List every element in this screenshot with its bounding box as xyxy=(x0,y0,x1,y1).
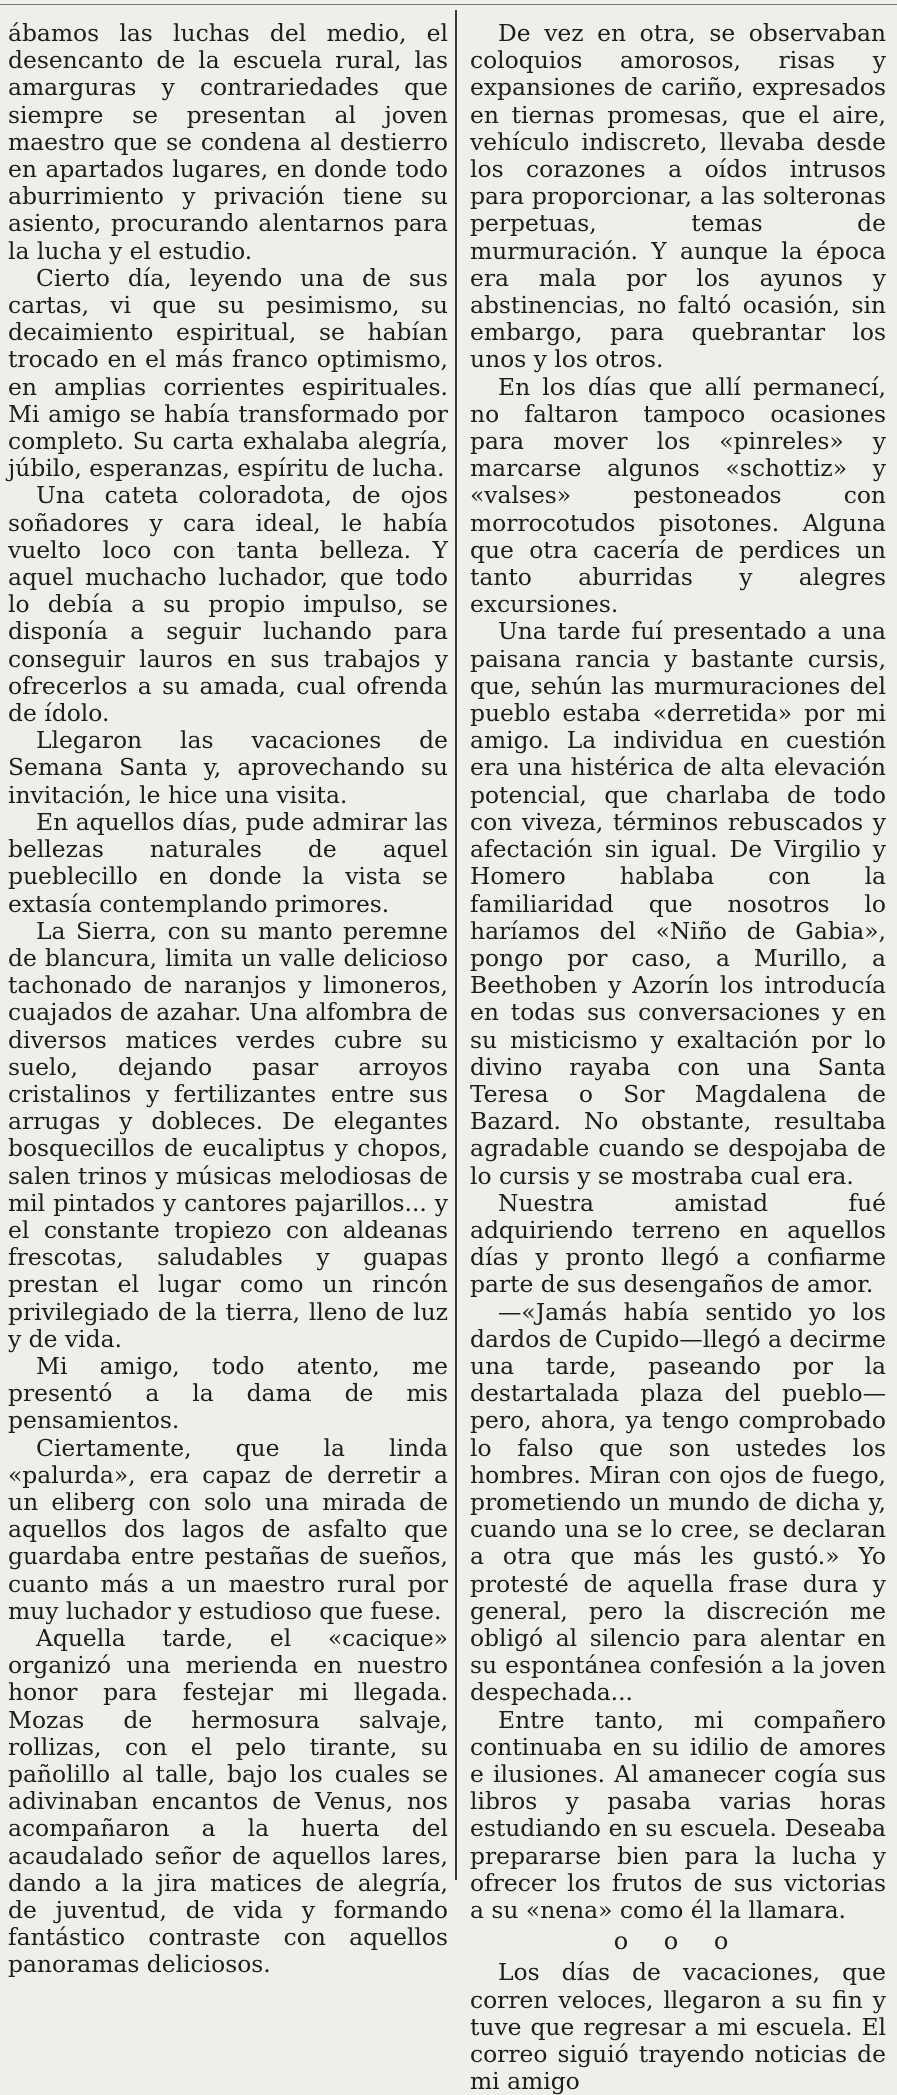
column-divider xyxy=(455,10,457,1880)
paragraph: Una tarde fuí presentado a una paisana rancia y bastante cursis, que, sehún las murmuraciones del pueblo estaba «derretida» por mi amigo. La individua en cuestión era una histérica de alta elevación potencial, que charlaba de todo con viveza, términos rebuscados y afectación sin igual. De Virgilio y Homero hablaba con la familiaridad que nosotros lo haríamos del «Niño de Gabia», pongo por caso, a Murillo, a Beethoben y Azorín los introducía en todas sus conversaciones y en su misticismo y exaltación por lo divino rayaba con una Santa Teresa o Sor Magdalena de Bazard. No obstante, resultaba agradable cuando se despojaba de lo cursis y se mostraba cual era. xyxy=(470,617,886,1190)
paragraph: En aquellos días, pude admirar las bellezas naturales de aquel pueblecillo en donde la vista se extasía contemplando primores. xyxy=(8,807,448,918)
paragraph: Llegaron las vacaciones de Semana Santa y, aprovechando su invitación, le hice una visita. xyxy=(8,726,448,809)
paragraph: Nuestra amistad fué adquiriendo terreno en aquellos días y pronto llegó a confiarme parte de sus desengaños de amor. xyxy=(470,1188,886,1299)
paragraph: Entre tanto, mi compañero continuaba en su idilio de amores e ilusiones. Al amanecer cogía sus libros y pasaba varias horas estudiando en su escuela. Deseaba prepararse bien para la lucha y ofrecer los frutos de sus victorias a su «nena» como él la llamara. xyxy=(470,1705,886,1925)
paragraph: Mi amigo, todo atento, me presentó a la dama de mis pensamientos. xyxy=(8,1351,448,1435)
paragraph: —«Jamás había sentido yo los dardos de Cupido—llegó a decirme una tarde, paseando por la destartalada plaza del pueblo—pero, ahora, ya tengo comprobado lo falso que son ustedes los hombres. Miran con ojos de fuego, prometiendo un mundo de dicha y, cuando una se lo cree, se declaran a otra que más les gustó.» Yo protesté de aquella frase dura y general, pero la discreción me obligó al silencio para alentar en su espontánea confesión a la joven despechada... xyxy=(470,1297,886,1707)
paragraph: Aquella tarde, el «cacique» organizó una merienda en nuestro honor para festejar mi llegada. Mozas de hermosura salvaje, rollizas, con el pelo tirante, su pañolillo al talle, bajo los cuales se adivinaban encantos de Venus, nos acompañaron a la huerta del acaudalado señor de aquellos lares, dando a la jira matices de alegría, de juventud, de vida y formando fantástico contraste con aquellos panoramas deliciosos. xyxy=(8,1623,448,1979)
right-column xyxy=(470,20,886,2095)
paragraph: De vez en otra, se observaban coloquios amorosos, risas y expansiones de cariño, expresados en tiernas promesas, que el aire, vehículo indiscreto, llevaba desde los corazones a oídos intrusos para proporcionar, a las solteronas perpetuas, temas de murmuración. Y aunque la época era mala por los ayunos y abstinencias, no faltó ocasión, sin embargo, para quebrantar los unos y los otros. xyxy=(470,19,886,374)
left-column xyxy=(8,20,448,1979)
paragraph: Cierto día, leyendo una de sus cartas, vi que su pesimismo, su decaimiento espiritual, se habían trocado en el más franco optimismo, en amplias corrientes espirituales. Mi amigo se había transformado por completo. Su carta exhalaba alegría, júbilo, esperanzas, espíritu de lucha. xyxy=(8,263,448,483)
paragraph: La Sierra, con su manto peremne de blancura, limita un valle delicioso tachonado de naranjos y limoneros, cuajados de azahar. Una alfombra de diversos matices verdes cubre su suelo, dejando pasar arroyos cristalinos y fertilizantes entre sus arrugas y dobleces. De elegantes bosquecillos de eucaliptus y chopos, salen trinos y músicas melodiosas de mil pintados y cantores pajarillos... y el constante tropiezo con aldeanas frescotas, saludables y guapas prestan el lugar como un rincón privilegiado de la tierra, lleno de luz y de vida. xyxy=(8,916,448,1353)
section-ornament: o o o xyxy=(613,1927,743,1956)
paragraph: Ciertamente, que la linda «palurda», era capaz de derretir a un eliberg con solo una mirada de aquellos dos lagos de asfalto que guardaba entre pestañas de sueños, cuanto más a un maestro rural por muy luchador y estudioso que fuese. xyxy=(8,1433,448,1625)
paragraph: ábamos las luchas del medio, el desencanto de la escuela rural, las amarguras y contrariedades que siempre se presentan al joven maestro que se condena al destierro en apartados lugares, en donde todo aburrimiento y privación tiene su asiento, procurando alentarnos para la lucha y el estudio. xyxy=(8,19,448,265)
paragraph: Una cateta coloradota, de ojos soñadores y cara ideal, le había vuelto loco con tanta belleza. Y aquel muchacho luchador, que todo lo debía a su propio impulso, se disponía a seguir luchando para conseguir lauros en sus trabajos y ofrecerlos a su amada, cual ofrenda de ídolo. xyxy=(8,481,448,728)
paragraph: En los días que allí permanecí, no faltaron tampoco ocasiones para mover los «pinreles» y marcarse algunos «schottiz» y «valses» pestoneados con morrocotudos pisotones. Alguna que otra cacería de perdices un tanto aburridas y alegres excursiones. xyxy=(470,372,886,619)
paragraph: Los días de vacaciones, que corren veloces, llegaron a su fin y tuve que regresar a mi escuela. El correo siguió trayendo noticias de mi amigo xyxy=(470,1958,886,2095)
top-rule xyxy=(0,4,897,5)
